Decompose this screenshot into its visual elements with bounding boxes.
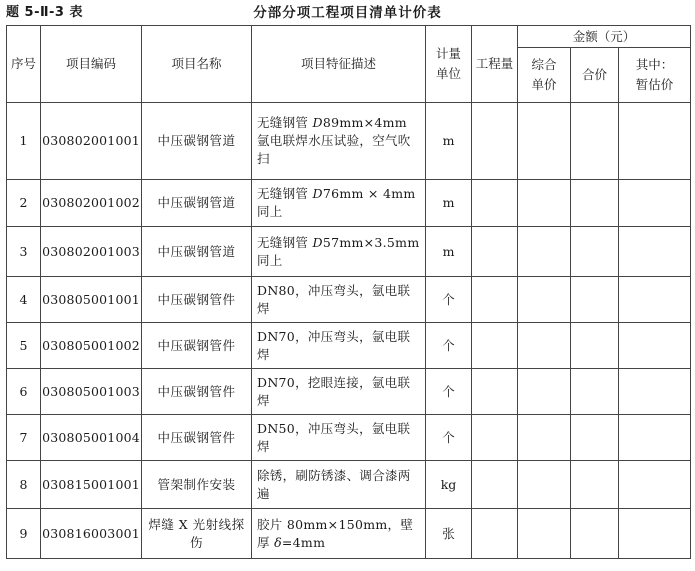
row-estimate: [619, 461, 691, 509]
col-unit-price-line1: 综合: [531, 57, 557, 72]
row-code: 030805001001: [41, 277, 142, 323]
row-desc: [252, 509, 426, 559]
desc-text-c: 89mm×4mm 氩电联焊水压试验，空气吹扫: [257, 115, 411, 166]
row-name: 中压碳钢管道: [142, 103, 252, 180]
table-row: [7, 227, 691, 277]
row-seq: 2: [7, 180, 41, 227]
row-unit: kg: [426, 461, 472, 509]
row-estimate: [619, 277, 691, 323]
row-code: 030805001004: [41, 415, 142, 461]
row-unit-price: [518, 180, 571, 227]
row-qty: [472, 323, 518, 369]
desc-text-a: DN70，冲压弯头，氩电联焊: [257, 328, 411, 362]
row-seq: 8: [7, 461, 41, 509]
desc-text-c: 76mm × 4mm 同上: [257, 186, 416, 219]
row-estimate: [619, 103, 691, 180]
row-unit: 个: [426, 323, 472, 369]
row-seq: 4: [7, 277, 41, 323]
table-title: 分部分项工程项目清单计价表: [253, 5, 442, 21]
row-unit: m: [426, 103, 472, 180]
row-unit-price: [518, 323, 571, 369]
desc-symbol: D: [312, 186, 323, 201]
desc-text-a: 胶片 80mm×150mm，壁厚: [257, 516, 414, 550]
row-unit-price: [518, 461, 571, 509]
row-name: 中压碳钢管件: [142, 277, 252, 323]
col-total: 合价: [571, 48, 619, 103]
col-estimate-line1: 其中：: [635, 57, 674, 72]
desc-text-c: =4mm: [281, 534, 326, 550]
col-seq: 序号: [7, 26, 41, 103]
col-unit: [426, 26, 472, 103]
row-unit-price: [518, 369, 571, 415]
desc-text-a: 无缝钢管: [257, 186, 313, 201]
row-code: 030802001002: [41, 180, 142, 227]
row-estimate: [619, 227, 691, 277]
row-total: [571, 277, 619, 323]
desc-text-a: 无缝钢管: [257, 234, 313, 250]
row-seq: 9: [7, 509, 41, 559]
desc-text-a: 无缝钢管: [257, 115, 313, 130]
row-unit: m: [426, 180, 472, 227]
table-number: 题 5-Ⅱ-3 表: [6, 5, 83, 20]
row-total: [571, 180, 619, 227]
desc-text-a: 除锈，刷防锈漆、调合漆两遍: [257, 467, 411, 501]
row-name: 中压碳钢管道: [142, 227, 252, 277]
row-qty: [472, 415, 518, 461]
table-header: [0, 0, 695, 20]
row-qty: [472, 369, 518, 415]
row-qty: [472, 103, 518, 180]
row-estimate: [619, 369, 691, 415]
col-estimate-line2: 暂估价: [635, 77, 674, 92]
row-unit-price: [518, 103, 571, 180]
table-row: [7, 103, 691, 180]
table-row: [7, 369, 691, 415]
row-unit: m: [426, 227, 472, 277]
col-unit-price: [518, 48, 571, 103]
row-total: [571, 369, 619, 415]
row-desc: [252, 323, 426, 369]
row-total: [571, 103, 619, 180]
row-unit-price: [518, 509, 571, 559]
col-desc: 项目特征描述: [252, 26, 426, 103]
desc-symbol: δ: [274, 534, 282, 550]
row-name: 焊缝 X 光射线探伤: [142, 509, 252, 559]
desc-text-a: DN80，冲压弯头，氩电联焊: [257, 282, 411, 316]
desc-text-a: DN70，挖眼连接，氩电联焊: [257, 374, 411, 408]
col-estimate: [619, 48, 691, 103]
row-total: [571, 227, 619, 277]
row-seq: 3: [7, 227, 41, 277]
col-qty: 工程量: [472, 26, 518, 103]
row-seq: 7: [7, 415, 41, 461]
row-code: 030805001003: [41, 369, 142, 415]
row-code: 030802001003: [41, 227, 142, 277]
row-total: [571, 415, 619, 461]
row-unit-price: [518, 227, 571, 277]
row-total: [571, 461, 619, 509]
col-amount: 金额（元）: [518, 26, 691, 48]
row-desc: [252, 227, 426, 277]
row-qty: [472, 277, 518, 323]
row-name: 中压碳钢管道: [142, 180, 252, 227]
row-qty: [472, 461, 518, 509]
row-estimate: [619, 415, 691, 461]
row-seq: 6: [7, 369, 41, 415]
row-desc: [252, 180, 426, 227]
row-code: 030805001002: [41, 323, 142, 369]
row-unit-price: [518, 415, 571, 461]
row-estimate: [619, 180, 691, 227]
row-name: 管架制作安装: [142, 461, 252, 509]
col-unit-price-line2: 单价: [531, 77, 557, 92]
row-qty: [472, 509, 518, 559]
table-row: [7, 323, 691, 369]
desc-symbol: D: [312, 234, 323, 250]
table-row: [7, 277, 691, 323]
row-total: [571, 323, 619, 369]
row-name: 中压碳钢管件: [142, 415, 252, 461]
row-estimate: [619, 323, 691, 369]
col-unit-line1: 计量: [435, 46, 461, 61]
row-desc: [252, 369, 426, 415]
col-unit-line2: 单位: [435, 66, 461, 81]
row-total: [571, 509, 619, 559]
desc-text-a: DN50，冲压弯头，氩电联焊: [257, 420, 411, 454]
row-code: 030816003001: [41, 509, 142, 559]
row-code: 030802001001: [41, 103, 142, 180]
row-qty: [472, 227, 518, 277]
col-code: 项目编码: [41, 26, 142, 103]
table-row: [7, 415, 691, 461]
table-row: [7, 461, 691, 509]
row-desc: [252, 277, 426, 323]
row-unit: 个: [426, 369, 472, 415]
row-name: 中压碳钢管件: [142, 369, 252, 415]
row-unit: 张: [426, 509, 472, 559]
table-row: [7, 180, 691, 227]
row-code: 030815001001: [41, 461, 142, 509]
desc-symbol: D: [312, 115, 323, 130]
row-name: 中压碳钢管件: [142, 323, 252, 369]
row-seq: 1: [7, 103, 41, 180]
row-desc: [252, 415, 426, 461]
col-name: 项目名称: [142, 26, 252, 103]
row-qty: [472, 180, 518, 227]
desc-text-c: 57mm×3.5mm 同上: [257, 234, 420, 268]
table-row: [7, 509, 691, 559]
row-estimate: [619, 509, 691, 559]
row-seq: 5: [7, 323, 41, 369]
row-desc: [252, 103, 426, 180]
row-desc: [252, 461, 426, 509]
row-unit: 个: [426, 415, 472, 461]
pricing-table: [6, 25, 691, 559]
row-unit: 个: [426, 277, 472, 323]
row-unit-price: [518, 277, 571, 323]
